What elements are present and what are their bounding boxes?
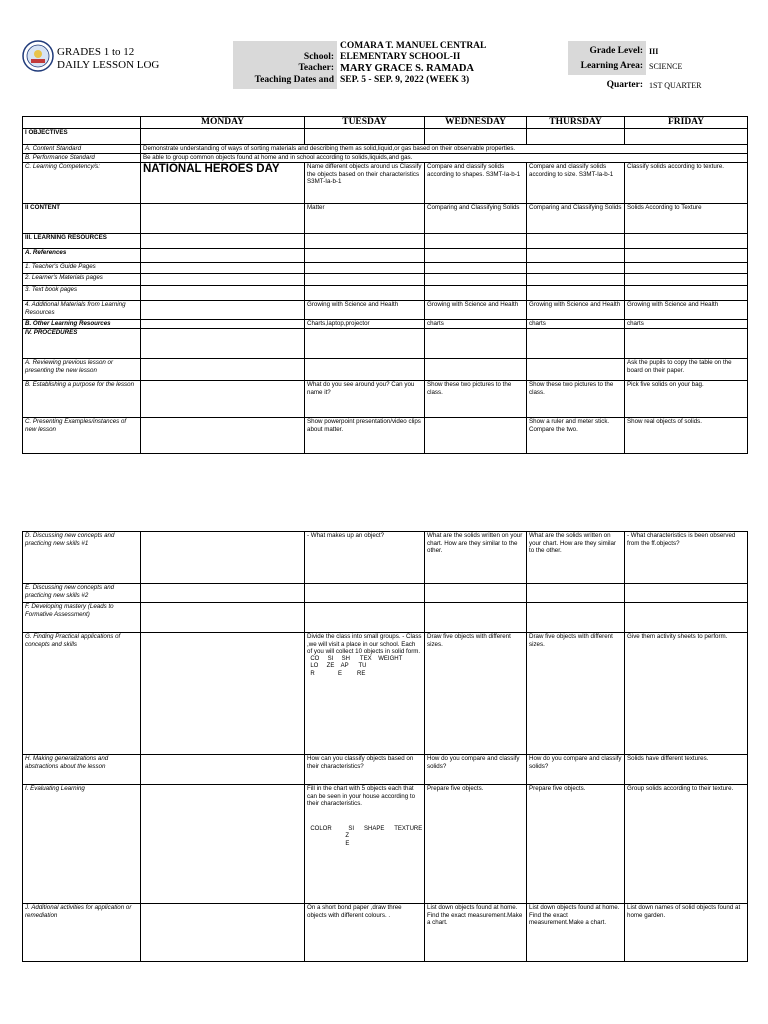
other-wednesday: charts <box>425 320 527 329</box>
additional-thursday: Growing with Science and Health <box>527 301 625 320</box>
performance-standard: Be able to group common objects found at home and in school according to solids,liquids,and gas. <box>141 154 748 163</box>
step-h-friday: Solids have different textures. <box>625 755 748 785</box>
step-i-label: I. Evaluating Learning <box>23 785 141 904</box>
step-d-wednesday: What are the solids written on your chart. How are they similar to the other. <box>425 532 527 584</box>
content-wednesday: Comparing and Classifying Solids <box>425 204 527 234</box>
teacher-label: Teacher: <box>233 63 337 75</box>
step-c-label: C. Presenting Examples/instances of new lesson <box>23 418 141 454</box>
step-e-label: E. Discussing new concepts and practicing new skills #2 <box>23 584 141 603</box>
step-d-thursday: What are the solids written on your chart. How are they similar to the other. <box>527 532 625 584</box>
lesson-log-table-2 <box>22 531 748 962</box>
step-j-wednesday: List down objects found at home. Find the exact measurement.Make a chart. <box>425 904 527 962</box>
step-g-friday: Give them activity sheets to perform. <box>625 633 748 755</box>
step-h-tuesday: How can you classify objects based on their characteristics? <box>305 755 425 785</box>
other-thursday: charts <box>527 320 625 329</box>
additional-materials-label: 4. Additional Materials from Learning Resources <box>23 301 141 320</box>
step-i-friday: Group solids according to their texture. <box>625 785 748 904</box>
content-label: II CONTENT <box>23 204 141 234</box>
other-tuesday: Charts,laptop,projector <box>305 320 425 329</box>
area-value: SCIENCE <box>649 62 683 71</box>
step-g-tuesday <box>305 633 425 755</box>
textbook-label: 3. Text book pages <box>23 286 141 301</box>
brand-line2: DAILY LESSON LOG <box>57 59 160 71</box>
step-c-tuesday: Show powerpoint presentation/video clips about matter. <box>305 418 425 454</box>
competency-label: C. Learning Competency/s: <box>23 163 141 204</box>
content-tuesday: Matter <box>305 204 425 234</box>
step-i-wednesday: Prepare five objects. <box>425 785 527 904</box>
step-i-tuesday <box>305 785 425 904</box>
grade-value: III <box>649 46 659 56</box>
step-a-label: A. Reviewing previous lesson or presenting the new lesson <box>23 359 141 381</box>
step-d-label: D. Discussing new concepts and practicing new skills #1 <box>23 532 141 584</box>
step-h-wednesday: How do you compare and classify solids? <box>425 755 527 785</box>
step-c-thursday: Show a ruler and meter stick. Compare the two. <box>527 418 625 454</box>
area-label: Learning Area: <box>568 61 646 75</box>
brand-line1: GRADES 1 to 12 <box>57 46 135 58</box>
school-value: COMARA T. MANUEL CENTRAL ELEMENTARY SCHOOL-II <box>340 41 486 62</box>
blank-header <box>23 117 141 129</box>
step-d-friday: - What characteristics is been observed from the ff.objects? <box>625 532 748 584</box>
step-c-friday: Show real objects of solids. <box>625 418 748 454</box>
step-j-label: J. Additional activities for application or remediation <box>23 904 141 962</box>
dates-value: SEP. 5 - SEP. 9, 2022 (WEEK 3) <box>340 75 470 85</box>
quarter-label: Quarter: <box>568 75 646 95</box>
step-i-tuesday-table: COLOR SI SHAPE TEXTURE Z E <box>310 825 423 847</box>
step-j-thursday: List down objects found at home. Find the exact measurement.Make a chart. <box>527 904 625 962</box>
additional-tuesday: Growing with Science and Health <box>305 301 425 320</box>
learners-materials-label: 2. Learner's Materials pages <box>23 274 141 286</box>
lesson-log-table-1 <box>22 116 748 454</box>
competency-wednesday: Compare and classify solids according to shapes. S3MT-Ia-b-1 <box>425 163 527 204</box>
performance-standard-label: B. Performance Standard <box>23 154 141 163</box>
content-standard: Demonstrate understanding of ways of sorting materials and describing them as solid,liquid,or gas based on their observable properties. <box>141 145 748 154</box>
other-resources-label: B. Other Learning Resources <box>23 320 141 329</box>
resources-label: III. LEARNING RESOURCES <box>23 234 141 249</box>
procedures-label: IV. PROCEDURES <box>23 329 141 359</box>
step-b-wednesday: Show these two pictures to the class. <box>425 381 527 418</box>
day-wednesday: WEDNESDAY <box>425 117 527 129</box>
content-standard-label: A. Content Standard <box>23 145 141 154</box>
competency-friday: Classify solids according to texture. <box>625 163 748 204</box>
day-friday: FRIDAY <box>625 117 748 129</box>
day-tuesday: TUESDAY <box>305 117 425 129</box>
day-thursday: THURSDAY <box>527 117 625 129</box>
step-h-thursday: How do you compare and classify solids? <box>527 755 625 785</box>
step-i-thursday: Prepare five objects. <box>527 785 625 904</box>
additional-friday: Growing with Science and Health <box>625 301 748 320</box>
header-info-left <box>233 41 543 89</box>
holiday-label: NATIONAL HEROES DAY <box>141 163 305 204</box>
step-j-tuesday: On a short bond paper ,draw three objects with different colours. . <box>305 904 425 962</box>
step-b-tuesday: What do you see around you? Can you name it? <box>305 381 425 418</box>
step-d-tuesday: - What makes up an object? <box>305 532 425 584</box>
content-friday: Solids According to Texture <box>625 204 748 234</box>
competency-tuesday: Name different objects around us Classify the objects based on their characteristics S3MT-Ia-b-1 <box>305 163 425 204</box>
additional-wednesday: Growing with Science and Health <box>425 301 527 320</box>
school-label: School: <box>233 41 337 63</box>
header-info-right <box>568 41 746 95</box>
deped-seal-icon <box>22 40 54 72</box>
step-i-tuesday-text: Fill in the chart with 5 objects each that can be seen in your house according to their characteristics. <box>307 785 416 808</box>
step-b-thursday: Show these two pictures to the class. <box>527 381 625 418</box>
dates-label: Teaching Dates and <box>233 75 337 89</box>
step-g-thursday: Draw five objects with different sizes. <box>527 633 625 755</box>
step-f-label: F. Developing mastery (Leads to Formative Assessment) <box>23 603 141 633</box>
step-h-label: H. Making generalizations and abstractions about the lesson <box>23 755 141 785</box>
quarter-value: 1ST QUARTER <box>649 80 702 90</box>
other-friday: charts <box>625 320 748 329</box>
step-g-label: G. Finding Practical applications of concepts and skills <box>23 633 141 755</box>
teacher-value: MARY GRACE S. RAMADA <box>340 63 474 74</box>
teachers-guide-label: 1. Teacher's Guide Pages <box>23 263 141 274</box>
step-g-tuesday-text: Divide the class into small groups. - Class ,we will visit a place in our school. Each of you will collect 10 objects in solid form. <box>307 633 422 656</box>
grade-label: Grade Level: <box>568 41 646 61</box>
content-thursday: Comparing and Classifying Solids <box>527 204 625 234</box>
objectives-label: I OBJECTIVES <box>23 129 141 145</box>
step-j-friday: List down names of solid objects found at home garden. <box>625 904 748 962</box>
day-monday: MONDAY <box>141 117 305 129</box>
step-g-tuesday-table: CO SI SH TEX WEIGHT LO ZE AP TU R E RE <box>310 655 403 677</box>
step-b-friday: Pick five solids on your bag. <box>625 381 748 418</box>
step-a-friday: Ask the pupils to copy the table on the board on their paper. <box>625 359 748 381</box>
step-b-label: B. Establishing a purpose for the lesson <box>23 381 141 418</box>
competency-thursday: Compare and classify solids according to size. S3MT-Ia-b-1 <box>527 163 625 204</box>
brand-title <box>57 46 159 72</box>
step-g-wednesday: Draw five objects with different sizes. <box>425 633 527 755</box>
references-label: A. References <box>23 249 141 263</box>
